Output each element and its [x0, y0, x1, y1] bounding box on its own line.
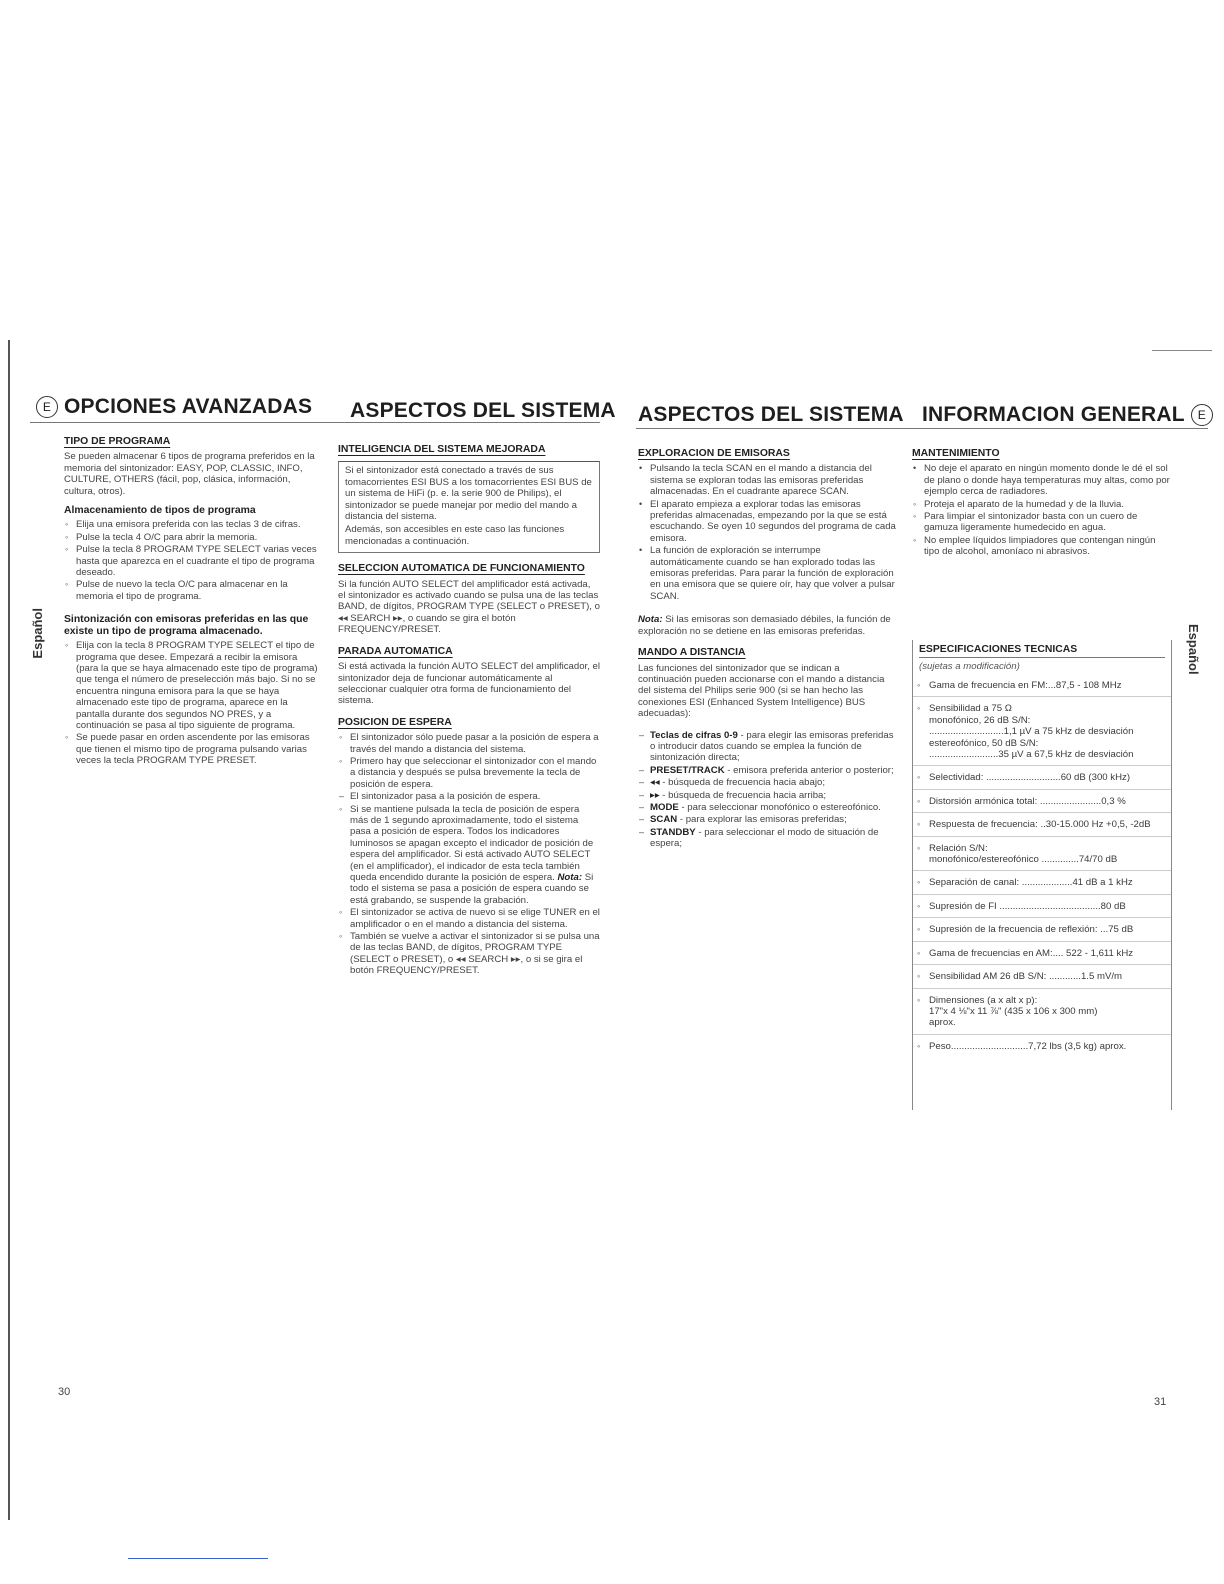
- list-item: ◦ Elija una emisora preferida con las teclas 3 de cifras.: [64, 519, 322, 530]
- heading-inteligencia: INTELIGENCIA DEL SISTEMA MEJORADA: [338, 444, 546, 455]
- spec-row: ◦ Sensibilidad a 75 Ω monofónico, 26 dB S/N: ............................1,1 µV a 75 kHz de desviación estereofónico, 50 dB S/N: ..........................35 µV a 67,5 kHz de desviación: [913, 697, 1171, 766]
- list-item: ◦ Proteja el aparato de la humedad y de la lluvia.: [912, 499, 1170, 510]
- list-item: – ◂◂ - búsqueda de frecuencia hacia abajo;: [638, 777, 896, 788]
- list-item: ◦ Se puede pasar en orden ascendente por las emisoras que tienen el mismo tipo de programa pulsando varias veces la tecla PROGRAM TYPE PRESET.: [64, 732, 322, 766]
- column-mantenimiento: [912, 448, 1170, 559]
- heading-sintonizacion: Sintonización con emisoras preferidas en las que existe un tipo de programa almacenado.: [64, 614, 309, 637]
- list-item: ◦ El sintonizador sólo puede pasar a la posición de espera a través del mando a distancia del sistema.: [338, 732, 600, 755]
- list-item: ◦ Primero hay que seleccionar el sintonizador con el mando a distancia y después se pulsa brevemente la tecla de posición de espera.: [338, 756, 600, 790]
- list-almacenamiento: [64, 519, 322, 602]
- parada-text: Si está activada la función AUTO SELECT del amplificador, el sintonizador deja de funcionar automáticamente al seleccionar cualquier otra forma de funcionamiento del sistema.: [338, 661, 601, 707]
- list-item: ◦ No emplee líquidos limpiadores que contengan ningún tipo de alcohol, amoníaco ni abrasivos.: [912, 535, 1170, 558]
- spec-row: ◦ Relación S/N: monofónico/estereofónico ..............74/70 dB: [913, 837, 1171, 872]
- espera-note: Nota: Si todo el sistema se pasa a posición de espera cuando se está grabando, se suspende la grabación.: [350, 872, 594, 906]
- heading-espera: POSICION DE ESPERA: [338, 716, 452, 728]
- spec-row: ◦ Selectividad: ............................60 dB (300 kHz): [913, 766, 1171, 789]
- info-box-text-2: Además, son accesibles en este caso las funciones mencionadas a continuación.: [345, 524, 565, 547]
- spec-row: ◦ Gama de frecuencias en AM:.... 522 - 1,611 kHz: [913, 942, 1171, 965]
- list-item: – PRESET/TRACK - emisora preferida anterior o posterior;: [638, 765, 896, 776]
- list-sintonizacion: [64, 640, 322, 766]
- mando-text: Las funciones del sintonizador que se indican a continuación pueden accionarse con el mando a distancia del sistema del Philips serie 900 (si se han hecho las conexiones ESI (Enhanced System Intelligence) BUS adecuadas):: [638, 662, 885, 720]
- heading-especificaciones: ESPECIFICACIONES TECNICAS: [919, 644, 1165, 658]
- spec-row: ◦ Sensibilidad AM 26 dB S/N: ............1.5 mV/m: [913, 965, 1171, 988]
- list-item: – STANDBY - para seleccionar el modo de situación de espera;: [638, 827, 896, 850]
- spec-row: ◦ Respuesta de frecuencia: ..30-15.000 Hz +0,5, -2dB: [913, 813, 1171, 836]
- list-item: ◦ Pulse la tecla 8 PROGRAM TYPE SELECT varias veces hasta que aparezca en el cuadrante el tipo de programa deseado.: [64, 544, 322, 578]
- header-rule-right: [636, 428, 1208, 429]
- list-item: • No deje el aparato en ningún momento donde le dé el sol de plano o donde haya temperaturas muy altas, como por ejemplo cerca de radiadores.: [912, 463, 1170, 497]
- column-tipo-programa: [64, 436, 322, 768]
- e-language-icon: E: [1191, 404, 1213, 426]
- list-item: – SCAN - para explorar las emisoras preferidas;: [638, 814, 896, 825]
- seleccion-text: Si la función AUTO SELECT del amplificador está activada, el sintonizador es activado cuando se pulsa una de las teclas BAND, de dígitos, PROGRAM TYPE (SELECT o PRESET), o ◂◂ SEARCH ▸▸, o cuando se gira el botón FREQUENCY/PRESET.: [338, 578, 600, 636]
- heading-almacenamiento: Almacenamiento de tipos de programa: [64, 505, 256, 517]
- side-tab-left: Español: [30, 608, 45, 659]
- info-box: [338, 461, 600, 553]
- exploracion-note: Nota: Si las emisoras son demasiado débiles, la función de exploración no se detiene en las emisoras preferidas.: [638, 614, 891, 637]
- spec-row: ◦ Supresión de la frecuencia de reflexión: ...75 dB: [913, 918, 1171, 941]
- list-item: ◦ Si se mantiene pulsada la tecla de posición de espera más de 1 segundo aproximadamente, todo el sistema pasa a posición de espera. Todos los indicadores luminosos se apagan excepto el indicador de posición de espera del amplificador. Si está activado AUTO SELECT (en el amplificador), el indicador de esta tecla también queda encendido durante la posición de espera. Nota: Si todo el sistema se pasa a posición de espera cuando se está grabando, se suspende la grabación.: [338, 804, 600, 907]
- list-item: • El aparato empieza a explorar todas las emisoras preferidas almacenadas, empezando por la que se está escuchando. Se oyen 10 segundos del programa de cada emisora.: [638, 499, 896, 545]
- list-item: ◦ También se vuelve a activar el sintonizador si se pulsa una de las teclas BAND, de dígitos, PROGRAM TYPE (SELECT o PRESET), o ◂◂ SEARCH ▸▸, o si se gira el botón FREQUENCY/PRESET.: [338, 931, 600, 977]
- list-mantenimiento: [912, 463, 1170, 557]
- page-number-right: 31: [1154, 1396, 1167, 1408]
- specifications-box: [912, 640, 1172, 1110]
- spec-row: ◦ Distorsión armónica total: .......................0,3 %: [913, 790, 1171, 813]
- scan-mark: [128, 1558, 268, 1559]
- spec-row: ◦ Separación de canal: ...................41 dB a 1 kHz: [913, 871, 1171, 894]
- spec-row: ◦ Dimensiones (a x alt x p): 17"x 4 ⅛"x 11 ⅞" (435 x 106 x 300 mm) aprox.: [913, 989, 1171, 1035]
- list-item: – Teclas de cifras 0-9 - para elegir las emisoras preferidas o introducir datos cuando se emplea la función de sintonización directa;: [638, 730, 896, 764]
- heading-exploracion: EXPLORACION DE EMISORAS: [638, 448, 790, 459]
- list-item: – El sintonizador pasa a la posición de espera.: [338, 791, 600, 802]
- list-exploracion: [638, 463, 896, 602]
- list-item: – ▸▸ - búsqueda de frecuencia hacia arriba;: [638, 790, 896, 801]
- list-item: • Pulsando la tecla SCAN en el mando a distancia del sistema se exploran todas las emisoras preferidas almacenadas. En el cuadrante aparece SCAN.: [638, 463, 896, 497]
- list-item: ◦ El sintonizador se activa de nuevo si se elige TUNER en el amplificador o en el mando a distancia del sistema.: [338, 907, 600, 930]
- heading-seleccion: SELECCION AUTOMATICA DE FUNCIONAMIENTO: [338, 563, 585, 575]
- spec-row: ◦ Supresión de FI ......................................80 dB: [913, 895, 1171, 918]
- info-box-text: Si el sintonizador está conectado a través de sus tomacorrientes ESI BUS a los tomacorrientes ESI BUS de un sistema de HiFi (p. e. la serie 900 de Philips), el sintonizador se puede manejar por medio del mando a distancia del sistema.: [345, 465, 592, 523]
- spec-row: ◦ Peso.............................7,72 lbs (3,5 kg) aprox.: [913, 1035, 1171, 1057]
- header-informacion: INFORMACION GENERAL E: [922, 402, 1219, 428]
- e-language-icon: E: [36, 396, 58, 418]
- list-mando: [638, 730, 896, 850]
- column-inteligencia: [338, 444, 600, 978]
- header-rule-left: [30, 422, 600, 423]
- list-item: • La función de exploración se interrumpe automáticamente cuando se han explorado todas las emisoras preferidas. Para parar la función de exploración en una emisora que se quiere oír, hay que volver a pulsar SCAN.: [638, 545, 896, 602]
- list-item: – MODE - para seleccionar monofónico o estereofónico.: [638, 802, 896, 813]
- binding-edge: [8, 340, 10, 1520]
- side-tab-right: Español: [1186, 624, 1201, 675]
- heading-tipo-programa: TIPO DE PROGRAMA: [64, 436, 171, 447]
- list-espera: [338, 732, 600, 977]
- list-item: ◦ Para limpiar el sintonizador basta con un cuero de gamuza ligeramente humedecido en agua.: [912, 511, 1170, 534]
- header-aspectos-left: ASPECTOS DEL SISTEMA: [350, 399, 616, 422]
- crop-mark: [1152, 350, 1212, 351]
- tipo-intro: Se pueden almacenar 6 tipos de programa preferidos en la memoria del sintonizador: EASY, POP, CLASSIC, INFO, CULTURE, OTHERS (fácil, pop, clásica, información, cultura, otros).: [64, 451, 315, 497]
- spec-header: [913, 640, 1171, 674]
- spec-subtitle: (sujetas a modificación): [919, 661, 1020, 672]
- heading-mantenimiento: MANTENIMIENTO: [912, 448, 1000, 459]
- spec-row: ◦ Gama de frecuencia en FM:...87,5 - 108 MHz: [913, 674, 1171, 697]
- list-item: ◦ Elija con la tecla 8 PROGRAM TYPE SELECT el tipo de programa que desee. Empezará a recibir la emisora (para la que se haya almacenado este tipo de programa) que tenga el número de preselección más bajo. Si no se encuentra ninguna emisora para la que se haya almacenado este tipo de programa, aparece en la pantalla durante dos segundos NO PRES, y a continuación se pasa al tipo siguiente de programa.: [64, 640, 322, 731]
- header-aspectos-right: ASPECTOS DEL SISTEMA: [638, 403, 904, 426]
- list-item: ◦ Pulse la tecla 4 O/C para abrir la memoria.: [64, 532, 322, 543]
- column-exploracion: [638, 448, 896, 851]
- page-number-left: 30: [58, 1386, 71, 1398]
- heading-parada: PARADA AUTOMATICA: [338, 645, 453, 657]
- heading-mando: MANDO A DISTANCIA: [638, 647, 746, 659]
- list-item: ◦ Pulse de nuevo la tecla O/C para almacenar en la memoria el tipo de programa.: [64, 579, 322, 602]
- header-opciones: E OPCIONES AVANZADAS: [30, 394, 312, 420]
